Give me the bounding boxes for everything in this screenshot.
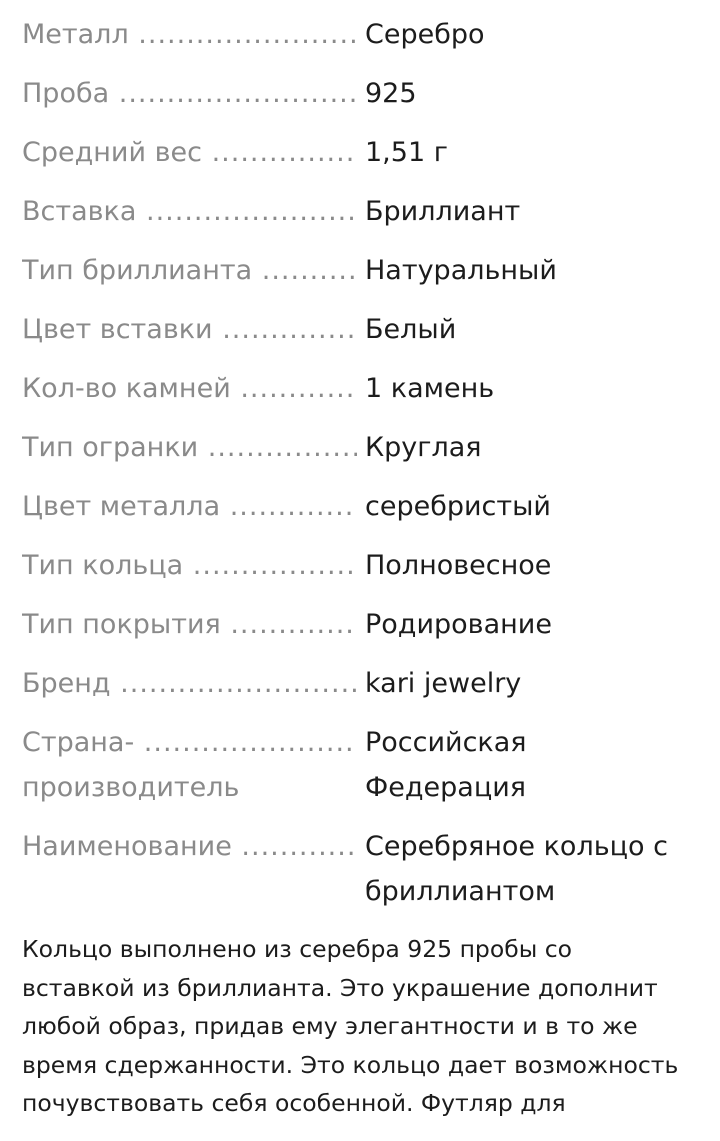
spec-row-insert-color: [22, 307, 702, 352]
spec-label: Металл .....: [22, 12, 357, 57]
spec-value: 925: [365, 78, 417, 109]
spec-value: Натуральный: [365, 255, 557, 286]
spec-row-country: [22, 720, 702, 810]
description-line: вставкой из бриллианта. Это украшение дополнит: [22, 973, 658, 1002]
spec-row-brand: [22, 661, 702, 706]
spec-label: Тип бриллианта .....: [22, 248, 357, 293]
spec-label: Вставка .....: [22, 189, 357, 234]
spec-row-diamond-type: [22, 248, 702, 293]
spec-value: Белый: [365, 314, 457, 345]
spec-row-weight: [22, 130, 702, 175]
spec-label: Средний вес .....: [22, 130, 357, 175]
product-description: [22, 930, 702, 1123]
spec-value: 1 камень: [365, 373, 495, 404]
spec-value: Российская Федерация: [365, 727, 527, 803]
spec-value: Серебряное кольцо с бриллиантом: [365, 831, 668, 907]
spec-label: Цвет вставки .....: [22, 307, 357, 352]
spec-row-name: [22, 824, 702, 914]
spec-row-hallmark: [22, 71, 702, 116]
spec-row-stone-count: [22, 366, 702, 411]
spec-value: серебристый: [365, 491, 551, 522]
product-specs: [22, 12, 702, 928]
description-line: Кольцо выполнено из серебра 925 пробы со: [22, 935, 573, 963]
spec-value: Серебро: [365, 19, 485, 50]
spec-value: Бриллиант: [365, 196, 521, 227]
spec-value: kari jewelry: [365, 668, 522, 699]
spec-label: Тип покрытия .....: [22, 602, 357, 647]
spec-label: Проба .....: [22, 71, 357, 116]
spec-value: Родирование: [365, 609, 552, 640]
spec-row-insert: [22, 189, 702, 234]
description-line: почувствовать себя особенной. Футляр для: [22, 1089, 566, 1117]
description-line: время сдержанности. Это кольцо дает возможность: [22, 1050, 679, 1079]
spec-label: Кол-во камней .....: [22, 366, 357, 411]
spec-row-metal: [22, 12, 702, 57]
spec-row-cut: [22, 425, 702, 470]
spec-value: Полновесное: [365, 550, 552, 581]
spec-label: Бренд .....: [22, 661, 357, 706]
spec-label: Наименование .....: [22, 824, 357, 869]
spec-row-coating: [22, 602, 702, 647]
description-line: любой образ, придав ему элегантности и в то же: [22, 1012, 638, 1040]
spec-label: Страна- ..... производитель: [22, 720, 357, 810]
spec-label: Тип огранки .....: [22, 425, 357, 470]
spec-value: Круглая: [365, 432, 482, 463]
spec-row-ring-type: [22, 543, 702, 588]
spec-label: Цвет металла .....: [22, 484, 357, 529]
spec-value: 1,51 г: [365, 137, 448, 168]
spec-row-metal-color: [22, 484, 702, 529]
spec-label: Тип кольца .....: [22, 543, 357, 588]
